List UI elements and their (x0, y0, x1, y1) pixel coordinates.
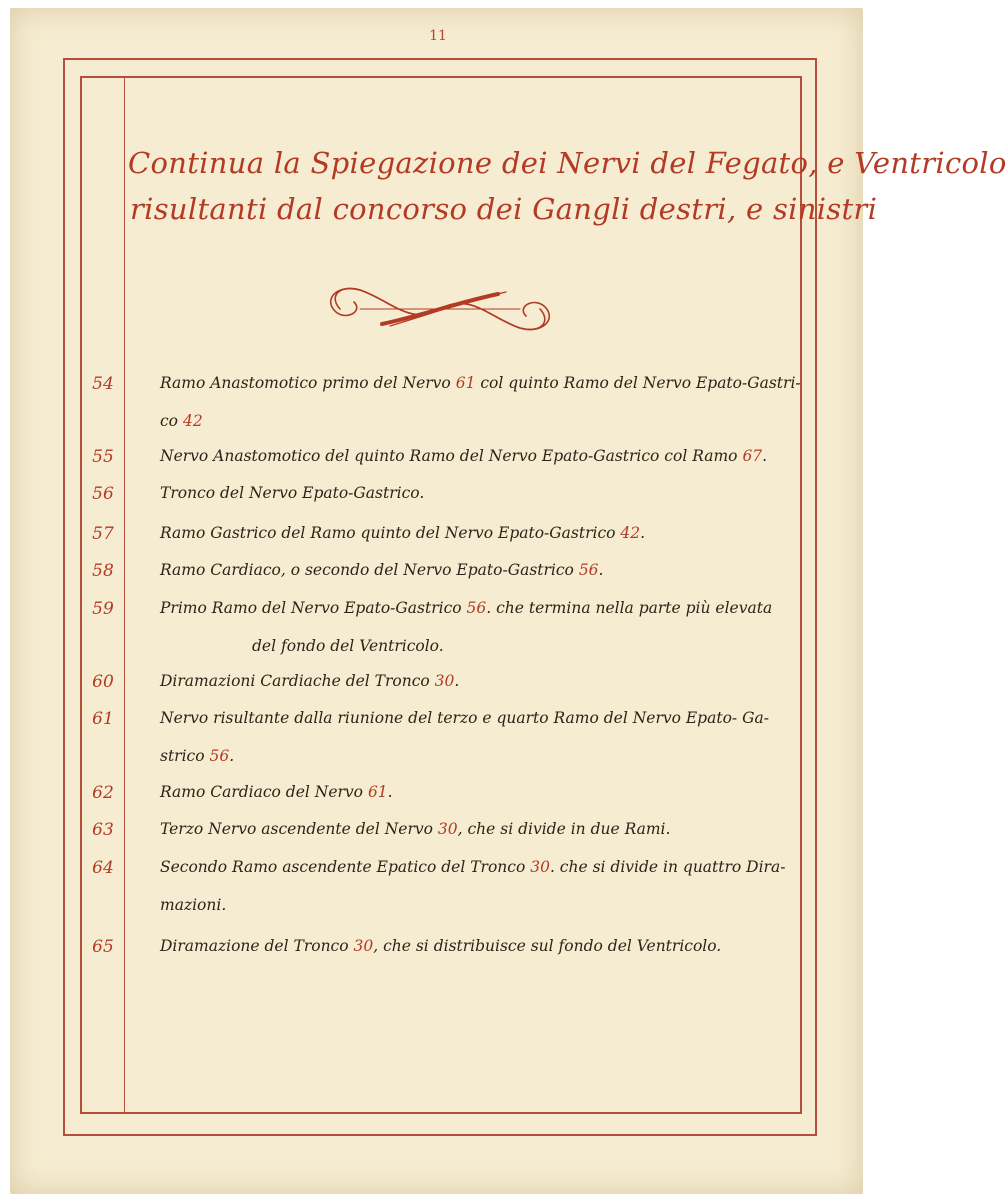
title-line-1: Continua la Spiegazione dei Nervi del Fegato, e Ventricolo (128, 146, 1007, 180)
page-number: 11 (429, 28, 447, 44)
entry-number: 61 (92, 709, 114, 729)
entry-text-line-2 (160, 890, 792, 920)
entry-text-line-1 (160, 593, 792, 623)
entry-text: . che si divide in quattro Dira- (549, 858, 786, 876)
entry-text: . (229, 747, 235, 765)
entry-text: Ramo Gastrico del Ramo quinto del Nervo Epato-Gastrico (160, 524, 621, 542)
entry-text-line-1 (160, 852, 792, 882)
entry-text: col quinto Ramo del Nervo Epato-Gastri- (475, 374, 801, 392)
entry-text: Nervo risultante dalla riunione del terzo e quarto Ramo del Nervo Epato- Ga- (160, 709, 769, 727)
entry-number: 54 (92, 374, 114, 394)
entry-number: 55 (92, 447, 114, 467)
cross-reference-number: 42 (182, 412, 203, 430)
entry-number: 64 (92, 858, 114, 878)
entry-text: mazioni. (160, 896, 227, 914)
entry-text: Tronco del Nervo Epato-Gastrico. (160, 484, 425, 502)
entry-text: . (762, 447, 768, 465)
entry-text: Terzo Nervo ascendente del Nervo (160, 820, 438, 838)
entry-text-line-1 (160, 518, 792, 548)
cross-reference-number: 30 (530, 858, 550, 876)
entry-number: 62 (92, 783, 114, 803)
entry-text: co (160, 412, 183, 430)
page-title (124, 140, 1007, 232)
entry-number: 56 (92, 484, 114, 504)
entry-number: 65 (92, 937, 114, 957)
entry-number: 58 (92, 561, 114, 581)
entry-text-line-1 (160, 441, 792, 471)
entry-text: . (454, 672, 460, 690)
entry-text: Ramo Cardiaco del Nervo (160, 783, 368, 801)
calligraphic-flourish-ornament (320, 276, 560, 342)
cross-reference-number: 56 (209, 747, 230, 765)
entry-text: Nervo Anastomotico del quinto Ramo del Nervo Epato-Gastrico col Ramo (160, 447, 743, 465)
title-line-2: risultanti dal concorso dei Gangli destri, e sinistri (130, 192, 878, 226)
entry-text: del fondo del Ventricolo. (252, 637, 444, 655)
entry-text-line-2 (252, 631, 884, 661)
entry-text-line-1 (160, 666, 792, 696)
entry-number: 63 (92, 820, 114, 840)
entry-text: Secondo Ramo ascendente Epatico del Tronco (160, 858, 531, 876)
entry-text-line-2 (160, 741, 792, 771)
entry-text: , che si divide in due Rami. (457, 820, 671, 838)
cross-reference-number: 67 (742, 447, 763, 465)
entry-text: . che termina nella parte più elevata (486, 599, 773, 617)
cross-reference-number: 61 (367, 783, 388, 801)
entry-text: Ramo Anastomotico primo del Nervo (160, 374, 456, 392)
entry-text-line-2 (160, 406, 792, 436)
entry-text: strico (160, 747, 210, 765)
entry-text-line-1 (160, 555, 792, 585)
cross-reference-number: 61 (455, 374, 476, 392)
entry-text-line-1 (160, 777, 792, 807)
entry-number: 60 (92, 672, 114, 692)
cross-reference-number: 56 (466, 599, 487, 617)
cross-reference-number: 30 (434, 672, 455, 690)
entry-text-line-1 (160, 478, 792, 508)
entry-text-line-1 (160, 703, 792, 733)
entry-text: Diramazioni Cardiache del Tronco (160, 672, 435, 690)
entry-text: . (387, 783, 393, 801)
entry-text: Diramazione del Tronco (160, 937, 354, 955)
cross-reference-number: 30 (437, 820, 458, 838)
entry-text: . (598, 561, 604, 579)
entry-text-line-1 (160, 931, 792, 961)
cross-reference-number: 42 (620, 524, 641, 542)
cross-reference-number: 30 (353, 937, 374, 955)
cross-reference-number: 56 (578, 561, 599, 579)
entry-text: . (640, 524, 646, 542)
entry-text: Primo Ramo del Nervo Epato-Gastrico (160, 599, 467, 617)
entry-text-line-1 (160, 814, 792, 844)
entry-text-line-1 (160, 368, 801, 398)
entry-text: , che si distribuisce sul fondo del Ventricolo. (373, 937, 722, 955)
entry-number: 59 (92, 599, 114, 619)
entry-text: Ramo Cardiaco, o secondo del Nervo Epato-Gastrico (160, 561, 579, 579)
entry-number: 57 (92, 524, 114, 544)
